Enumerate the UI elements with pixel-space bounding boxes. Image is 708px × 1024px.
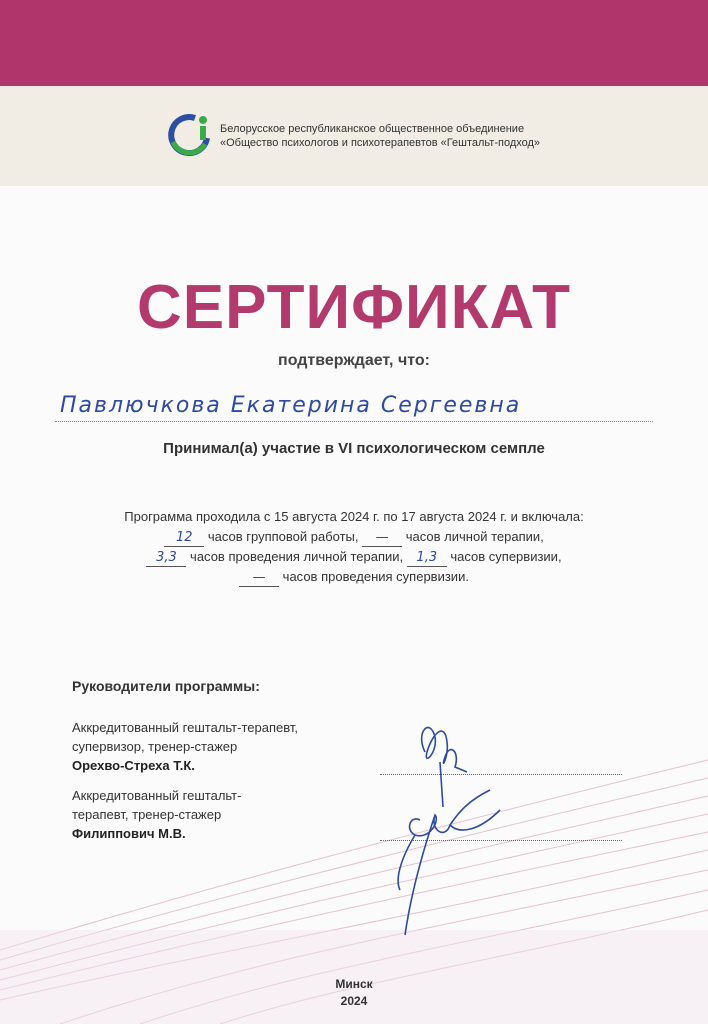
name-underline — [55, 421, 653, 422]
program-hours-line-3 — [0, 567, 708, 587]
participation-text: Принимал(а) участие в VI психологическом семпле — [163, 440, 545, 457]
program-dates: Программа проходила с 15 августа 2024 г. по 17 августа 2024 г. и включала: — [124, 509, 584, 524]
footer-city: Минск — [335, 977, 373, 991]
footer — [0, 976, 708, 1010]
leader-1-title-line-1: Аккредитованный гештальт-терапевт, — [72, 720, 298, 735]
certificate-title: СЕРТИФИКАТ — [137, 273, 571, 342]
organization-name — [220, 122, 540, 150]
leader-1-block — [72, 718, 298, 775]
organization-line-1: Белорусское республиканское общественное объединение — [220, 123, 525, 135]
group-hours-value: 12 — [164, 530, 204, 547]
group-hours-label: часов групповой работы, — [207, 529, 359, 544]
leader-2-title-line-1: Аккредитованный гештальт- — [72, 788, 242, 803]
recipient-name: Павлючкова Екатерина Сергеевна — [60, 393, 522, 418]
program-hours-line-2 — [0, 547, 708, 567]
signature-2-icon — [390, 780, 530, 940]
leader-1-title-line-2: супервизор, тренер-стажер — [72, 739, 238, 754]
confirms-text: подтверждает, что: — [278, 352, 430, 369]
footer-year: 2024 — [340, 994, 368, 1008]
program-details — [0, 507, 708, 587]
personal-therapy-label: часов личной терапии, — [405, 529, 544, 544]
personal-therapy-hours-value: — — [362, 530, 402, 547]
organization-line-2: «Общество психологов и психотерапевтов «Гештальт-подход» — [220, 137, 541, 149]
leader-2-name: Филиппович М.В. — [72, 826, 186, 841]
leader-2-block — [72, 786, 241, 843]
organization-logo-icon — [165, 112, 213, 158]
supervision-hours-value: 1,3 — [407, 550, 447, 567]
conducting-therapy-label: часов проведения личной терапии, — [190, 549, 404, 564]
supervision-label: часов супервизии, — [450, 549, 562, 564]
program-hours-line-1 — [0, 527, 708, 547]
leaders-heading: Руководители программы: — [72, 678, 260, 694]
conducting-supervision-hours-value: — — [239, 570, 279, 587]
conducting-supervision-label: часов проведения супервизии. — [282, 569, 469, 584]
conducting-therapy-hours-value: 3,3 — [146, 550, 186, 567]
leader-2-title-line-2: терапевт, тренер-стажер — [72, 807, 222, 822]
leader-1-name: Орехво-Стреха Т.К. — [72, 758, 195, 773]
top-color-band — [0, 0, 708, 86]
